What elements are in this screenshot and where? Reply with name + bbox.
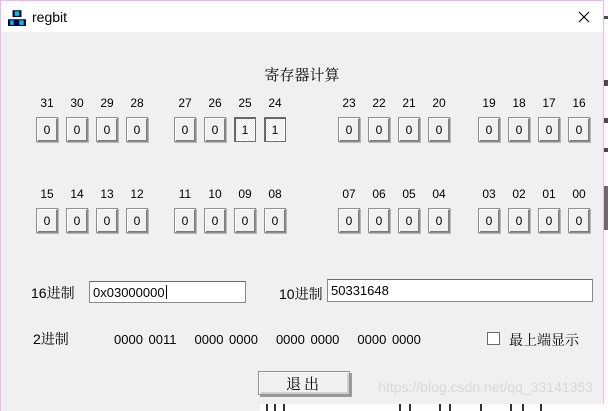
bit-cell xyxy=(96,187,118,233)
bit-group-31-28 xyxy=(36,96,148,142)
bit-cell xyxy=(478,187,500,233)
bit-label-04: 04 xyxy=(432,187,446,201)
bit-label-02: 02 xyxy=(512,187,526,201)
bit-button-00[interactable]: 0 xyxy=(568,208,590,233)
bit-cell xyxy=(478,96,500,142)
binary-byte: 0000 0000 xyxy=(357,332,421,347)
binary-byte: 0000 0000 xyxy=(275,332,340,347)
bit-cell xyxy=(428,96,450,142)
bit-cell xyxy=(234,96,256,142)
bit-group-07-04 xyxy=(338,187,450,233)
bit-cell xyxy=(36,96,58,142)
bit-cell xyxy=(338,96,360,142)
bit-button-10[interactable]: 0 xyxy=(204,208,226,233)
bit-cell xyxy=(126,96,148,142)
bit-cell xyxy=(368,187,390,233)
bit-button-08[interactable]: 0 xyxy=(264,208,286,233)
bit-label-27: 27 xyxy=(178,96,192,110)
bit-cell xyxy=(398,187,420,233)
bit-cell xyxy=(36,187,58,233)
bit-button-31[interactable]: 0 xyxy=(36,117,58,142)
title-bar[interactable] xyxy=(1,1,603,32)
bit-label-21: 21 xyxy=(402,96,416,110)
bit-label-23: 23 xyxy=(342,96,356,110)
window-title: regbit xyxy=(32,8,68,25)
bit-cell xyxy=(264,187,286,233)
bit-cell xyxy=(568,187,590,233)
bit-button-09[interactable]: 0 xyxy=(234,208,256,233)
bit-label-13: 13 xyxy=(100,187,114,201)
bit-cell xyxy=(368,96,390,142)
bit-label-07: 07 xyxy=(342,187,356,201)
topmost-checkbox-label[interactable]: 最上端显示 xyxy=(509,332,579,348)
bit-button-13[interactable]: 0 xyxy=(96,208,118,233)
bit-cell xyxy=(66,187,88,233)
bit-cell xyxy=(204,96,226,142)
bit-label-31: 31 xyxy=(40,96,54,110)
bit-button-05[interactable]: 0 xyxy=(398,208,420,233)
bit-cell xyxy=(96,96,118,142)
bit-button-04[interactable]: 0 xyxy=(428,208,450,233)
bit-label-16: 16 xyxy=(572,96,586,110)
bit-button-22[interactable]: 0 xyxy=(368,117,390,142)
app-icon xyxy=(8,8,26,26)
bit-cell xyxy=(174,187,196,233)
bit-button-27[interactable]: 0 xyxy=(174,117,196,142)
dec-label: 10进制 xyxy=(279,286,323,302)
bit-button-14[interactable]: 0 xyxy=(66,208,88,233)
bit-label-01: 01 xyxy=(542,187,556,201)
bit-button-25[interactable]: 1 xyxy=(234,117,256,142)
bit-button-19[interactable]: 0 xyxy=(478,117,500,142)
bit-button-30[interactable]: 0 xyxy=(66,117,88,142)
bit-label-24: 24 xyxy=(268,96,282,110)
bit-button-11[interactable]: 0 xyxy=(174,208,196,233)
bit-button-24[interactable]: 1 xyxy=(264,117,286,142)
bit-label-20: 20 xyxy=(432,96,446,110)
page-title: 寄存器计算 xyxy=(264,67,340,84)
bit-cell xyxy=(508,96,530,142)
bit-button-07[interactable]: 0 xyxy=(338,208,360,233)
bit-button-28[interactable]: 0 xyxy=(126,117,148,142)
hex-input[interactable] xyxy=(89,281,246,303)
bit-label-22: 22 xyxy=(372,96,386,110)
bit-button-18[interactable]: 0 xyxy=(508,117,530,142)
bit-group-03-00 xyxy=(478,187,590,233)
bit-button-17[interactable]: 0 xyxy=(538,117,560,142)
bit-label-10: 10 xyxy=(208,187,222,201)
bit-button-02[interactable]: 0 xyxy=(508,208,530,233)
bit-button-20[interactable]: 0 xyxy=(428,117,450,142)
bit-button-03[interactable]: 0 xyxy=(478,208,500,233)
bit-cell xyxy=(568,96,590,142)
bit-cell xyxy=(126,187,148,233)
bit-cell xyxy=(174,96,196,142)
text-caret xyxy=(166,285,167,299)
bit-button-23[interactable]: 0 xyxy=(338,117,360,142)
bit-label-25: 25 xyxy=(238,96,252,110)
bit-label-17: 17 xyxy=(542,96,556,110)
close-icon xyxy=(578,11,590,23)
bit-cell xyxy=(428,187,450,233)
bit-label-11: 11 xyxy=(178,187,192,201)
bin-label: 2进制 xyxy=(33,331,69,347)
binary-value xyxy=(114,332,439,347)
bit-cell xyxy=(66,96,88,142)
bit-label-00: 00 xyxy=(572,187,586,201)
close-button[interactable] xyxy=(571,5,597,29)
background-window-right-edge xyxy=(604,0,608,411)
bit-label-28: 28 xyxy=(130,96,144,110)
exit-button[interactable]: 退出 xyxy=(258,371,350,395)
topmost-checkbox[interactable] xyxy=(487,332,500,345)
bit-label-15: 15 xyxy=(40,187,54,201)
bit-cell xyxy=(508,187,530,233)
bit-button-12[interactable]: 0 xyxy=(126,208,148,233)
bit-group-23-20 xyxy=(338,96,450,142)
bit-cell xyxy=(204,187,226,233)
bit-group-27-24 xyxy=(174,96,286,142)
bit-label-19: 19 xyxy=(482,96,496,110)
bit-label-29: 29 xyxy=(100,96,114,110)
bit-cell xyxy=(398,96,420,142)
bit-button-29[interactable]: 0 xyxy=(96,117,118,142)
bit-button-15[interactable]: 0 xyxy=(36,208,58,233)
bit-cell xyxy=(538,96,560,142)
bit-label-05: 05 xyxy=(402,187,416,201)
decimal-input[interactable] xyxy=(327,279,593,302)
bit-button-21[interactable]: 0 xyxy=(398,117,420,142)
watermark: https://blog.csdn.net/qq_33141353 xyxy=(378,379,593,395)
bit-group-11-08 xyxy=(174,187,286,233)
hex-label: 16进制 xyxy=(31,285,75,301)
decimal-value: 50331648 xyxy=(331,283,389,298)
bit-label-14: 14 xyxy=(70,187,84,201)
binary-byte: 0000 0011 xyxy=(114,332,177,347)
bit-label-09: 09 xyxy=(238,187,252,201)
bit-cell xyxy=(338,187,360,233)
bit-label-03: 03 xyxy=(482,187,496,201)
bit-label-08: 08 xyxy=(268,187,282,201)
bit-label-06: 06 xyxy=(372,187,386,201)
bit-label-18: 18 xyxy=(512,96,526,110)
background-window-bottom-edge xyxy=(260,404,608,411)
bit-button-16[interactable]: 0 xyxy=(568,117,590,142)
bit-cell xyxy=(234,187,256,233)
bit-label-30: 30 xyxy=(70,96,84,110)
bit-label-12: 12 xyxy=(130,187,144,201)
bit-group-15-12 xyxy=(36,187,148,233)
bit-button-06[interactable]: 0 xyxy=(368,208,390,233)
bit-label-26: 26 xyxy=(208,96,222,110)
dialog-body xyxy=(1,32,603,411)
bit-button-01[interactable]: 0 xyxy=(538,208,560,233)
bit-button-26[interactable]: 0 xyxy=(204,117,226,142)
bit-group-19-16 xyxy=(478,96,590,142)
hex-value: 0x03000000 xyxy=(93,284,165,300)
bit-cell xyxy=(538,187,560,233)
binary-byte: 0000 0000 xyxy=(194,332,258,347)
bit-cell xyxy=(264,96,286,142)
